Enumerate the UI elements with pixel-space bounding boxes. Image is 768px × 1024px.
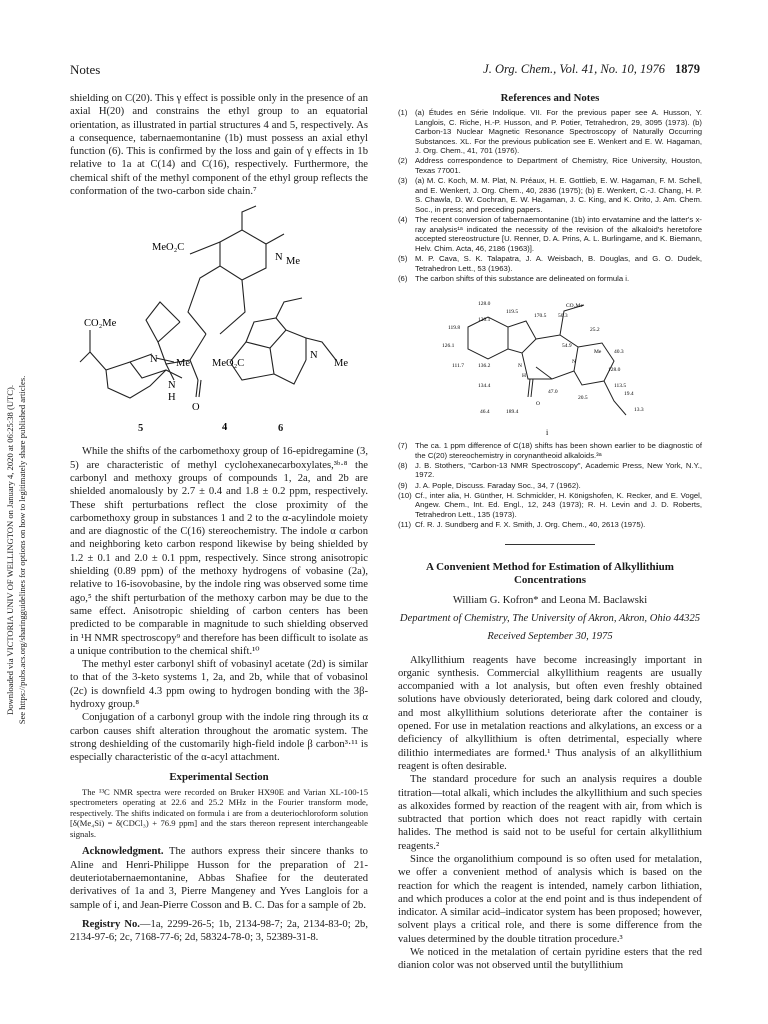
struct4-ester-label: MeO₂C <box>152 242 185 254</box>
shift-label: 13.3 <box>634 407 644 414</box>
shift-label: 111.7 <box>452 363 464 370</box>
received-date: Received September 30, 1975 <box>487 630 613 642</box>
reference-number: (4) <box>398 215 408 225</box>
struct6-me-label: Me <box>334 358 348 370</box>
shift-label: O <box>536 401 540 408</box>
reference-number: (1) <box>398 108 408 117</box>
shift-label: 120.1 <box>478 317 491 324</box>
shift-label: N <box>518 363 522 370</box>
page-number: 1879 <box>675 62 700 76</box>
shift-label: 113.5 <box>614 383 627 390</box>
shift-label: 128.0 <box>478 301 491 308</box>
reference-number: (6) <box>398 273 408 283</box>
reference-text: (a) M. C. Koch, M. M. Plat, N. Préaux, H. E. Gottlieb, E. W. Hagaman, F. M. Schell, and E. Wenkert, J. Org. Chem., 40, 2836 (1975); (b) E. Wenkert, C.-J. Chang, H. P. S. Chawla, D. W. Cochran, E. W. Hagaman, J. C. King, and K. Orito, J. Am. Chem. Soc., in press; and preceding papers. <box>415 176 702 214</box>
shift-label: 54.9 <box>562 343 572 350</box>
article-divider <box>505 544 595 545</box>
structure-i-label: i <box>546 428 549 438</box>
shift-label: 50.3 <box>558 313 568 320</box>
registry-label: Registry No. <box>82 918 140 930</box>
structure-figure-i <box>438 287 702 437</box>
reference-text: The ca. 1 ppm difference of C(18) shifts has been shown earlier to be diagnostic of the C(20) stereochemistry in corynantheoid alkaloids.³ᵃ <box>415 441 702 460</box>
reference-number: (11) <box>398 519 412 529</box>
struct6-n-label: N <box>310 350 318 362</box>
journal-citation: J. Org. Chem., Vol. 41, No. 10, 1976 <box>483 62 665 76</box>
reference-list <box>398 108 702 283</box>
reference-number: (5) <box>398 253 408 263</box>
struct5-ester-label: CO₂Me <box>84 318 117 330</box>
reference-text: Address correspondence to Department of Chemistry, Rice University, Houston, Texas 77001. <box>415 156 702 176</box>
shift-label: H <box>522 373 526 380</box>
structure-numbers-row <box>70 423 368 437</box>
shift-label: 19.4 <box>624 391 634 398</box>
shift-label: 170.5 <box>534 313 547 320</box>
shift-label: CO₂Me <box>566 303 583 310</box>
acknowledgment <box>70 845 368 911</box>
reference-text: (a) Études en Série Indolique. VII. For the previous paper see A. Husson, Y. Langlois, C. Riche, H.-P. Husson, and P. Potier, Tetrahedron, 29, 3095 (1973). (b) Carbon-13 Nuclear Magnetic Resonance Spectroscopy of Naturally Occurring Substances. XL. For the previous publication see E. Wenkert and E. W. Hagaman, J. Org. Chem., 41, 701 (1976). <box>415 108 702 156</box>
struct5-number: 5 <box>138 423 144 435</box>
shift-label: Me <box>594 349 602 356</box>
running-head-section: Notes <box>70 62 101 77</box>
shift-label: 119.5 <box>506 309 519 316</box>
reference-text: J. A. Pople, Discuss. Faraday Soc., 34, 7 (1962). <box>415 480 581 490</box>
left-column <box>70 92 368 945</box>
body-paragraph: Alkyllithium reagents have become increasingly important in organic synthesis. Commercial alkyllithium reagents are usually accompanied with a lot analysis, but often even freshly obtained solutions have obviously deteriorated, being dark colored and cloudy, and most alkyllithium solutions deteriorate after the container is opened. For use in metalation reactions and alkylations, an excess or a deficiency of alkyllithium is often detrimental, especially where dilithio intermediates are formed.¹ Thus analysis of an alkyllithium reagent is often desirable. <box>398 654 702 772</box>
article-affiliation: Department of Chemistry, The University of Akron, Akron, Ohio 44325 <box>399 612 701 624</box>
shift-label: 47.0 <box>548 389 558 396</box>
body-paragraph: shielding on C(20). This γ effect is possible only in the presence of an axial H(20) and constrains the ethyl group to an equatorial orientation, as illustrated in partial structures 4 and 5, respectively. As a consequence, tabernaemontanine (1b) must possess an axial ethyl function (6). This is confirmed by the loss and gain of γ effects in 1b relative to 1a at C(14) and C(16), respectively. Furthermore, the chemical shift of the methyl component of the ethyl group reflects the conformation of the two-carbon side chain.⁷ <box>70 93 368 198</box>
article-title: A Convenient Method for Estimation of Alkyllithium Concentrations <box>426 560 674 586</box>
struct5-me-label: Me <box>176 358 190 370</box>
reference-item <box>398 520 702 530</box>
shift-label: 134.4 <box>478 383 491 390</box>
reference-number: (7) <box>398 441 408 451</box>
shift-label: 128.0 <box>608 367 621 374</box>
shift-label: 25.2 <box>590 327 600 334</box>
references-heading: References and Notes <box>500 92 600 104</box>
body-paragraph: Conjugation of a carbonyl group with the indole ring through its α carbon causes shift alteration throughout the aromatic system. The strong deshielding of the customarily high-field indole β carbon³·¹¹ is especially characteristic of the α-acyl attachment. <box>70 712 368 764</box>
watermark-line-2: See https://pubs.acs.org/sharingguidelines for options on how to legitimately share published articles. <box>17 375 27 725</box>
reference-item <box>398 481 702 491</box>
struct5-n-label: N <box>150 354 158 366</box>
watermark-line-1: Downloaded via VICTORIA UNIV OF WELLINGTON on January 4, 2020 at 06:25:38 (UTC). <box>5 384 15 716</box>
article-authors: William G. Kofron* and Leona M. Baclawski <box>452 594 648 606</box>
shift-label: 40.3 <box>614 349 624 356</box>
body-paragraph: The standard procedure for such an analysis requires a double titration—total alkali, which includes the alkyllithium and such species as alkoxides formed by reaction of the reagent with air, from which is subtracted that portion which does not react rapidly with certain halides. The method is said not to be useful for certain alkyllithium reagents.² <box>398 774 702 852</box>
reference-item <box>398 274 702 284</box>
reference-item <box>398 156 702 175</box>
struct6-ester-label: MeO₂C <box>212 358 245 370</box>
download-watermark <box>4 325 30 775</box>
reference-item <box>398 441 702 460</box>
reference-item <box>398 491 702 520</box>
struct6-number: 6 <box>278 423 284 435</box>
reference-item <box>398 461 702 480</box>
reference-item <box>398 254 702 273</box>
body-paragraph: While the shifts of the carbomethoxy group of 16-epidregamine (3, 5) are characteristic of methyl cyclohexanecarboxylates,³ᵇ·⁸ the carbonyl and methoxy groups of compounds 1, 2a, and 2b are shielded anomalously by 2.7 ± 0.4 and 1.8 ± 0.2 ppm, respectively. These shift perturbations reflect the close proximity of the carbomethoxy group in substances 1 and 2 to the α-acylindole moiety and are diagnostic of the C(16) stereochemistry. The indole α carbon and neighboring keto carbon respond likewise by being shielded by 1.2 ± 0.1 and 2.0 ± 0.1 ppm, respectively. Since strong anisotropic shielding (0.89 ppm) of the methoxy hydrogens of vobasine (2a), relative to 16-isovobasine, by the indole ring was observed some time ago,⁵ the shift perturbation of the methoxy carbon may be due to the same effect. Anisotropic shielding of carbon centers has been predicted to be comparable in magnitude to such shielding observed in ¹H NMR spectroscopy⁹ and therefore has been difficult to isolate as a unique contribution to the chemical shift.¹⁰ <box>70 446 368 657</box>
struct4-o-label: O <box>192 402 200 414</box>
shift-label: 119.8 <box>448 325 461 332</box>
experimental-text: The ¹³C NMR spectra were recorded on Bruker HX90E and Varian XL-100-15 spectrometers operating at 22.6 and 25.2 MHz in the Fourier transform mode, respectively. The shifts indicated on formula i are from a deuteriochloroform solution [δ(Me₄Si) = δ(CDCl₃) + 76.9 ppm] and the stars thereon represent interchangeable signals. <box>70 786 368 839</box>
reference-text: M. P. Cava, S. K. Talapatra, J. A. Weisbach, B. Douglas, and G. O. Dudek, Tetrahedron Lett., 53 (1963). <box>415 253 702 273</box>
reference-number: (10) <box>398 490 412 500</box>
acknowledgment-text: The authors express their sincere thanks to Aline and Henri-Philippe Husson for the preparation of 21-deuteriotabernaemontanine, Abbas Shafiee for the deuterated derivatives of 1a and 3, Pierre Mangeney and Yves Langlois for a sample of i, and Jean-Pierre Cosson and B. C. Das for a sample of 2b. <box>70 846 368 911</box>
reference-number: (9) <box>398 480 408 490</box>
reference-number: (3) <box>398 176 408 186</box>
body-paragraph: We noticed in the metalation of certain pyridine esters that the red dianion color was not observed until the butyllithium <box>398 947 702 972</box>
struct4-n-label: N <box>275 252 283 264</box>
body-paragraph: Since the organolithium compound is so often used for metalation, we offer a convenient method of analysis which is based on the reaction for which the reagent is intended, namely carbon lithiation, and which produces a color at the end point and is thus independent of indicator. A similar acid–indicator system has been proposed; however, solvent plays a critical role, and there is some difference from the values determined by the double titration procedure.³ <box>398 853 702 945</box>
reference-item <box>398 215 702 253</box>
registry-text: —1a, 2299-26-5; 1b, 2134-98-7; 2a, 2134-83-0; 2b, 2134-97-6; 2c, 7168-77-6; 2d, 58324-78-0; 3, 52389-31-8. <box>70 918 368 944</box>
reference-number: (2) <box>398 156 408 166</box>
reference-text: The recent conversion of tabernaemontanine (1b) into ervatamine and the latter's x-ray analysis¹ᵃ indicated the necessity of the revision of the alkaloid's heretofore accepted stereostructure [U. Renner, D. A. Prins, A. L. Burlingame, and K. Biemann, Helv. Chim. Acta, 46, 2186 (1963)]. <box>415 215 702 253</box>
struct4-number: 4 <box>222 422 228 434</box>
carbon-shift-labels <box>442 301 644 415</box>
running-head-journal <box>483 62 700 77</box>
struct4-me-label: Me <box>286 256 300 268</box>
reference-item <box>398 176 702 214</box>
reference-text: The carbon shifts of this substance are delineated on formula i. <box>415 273 630 283</box>
reference-text: J. B. Stothers, "Carbon-13 NMR Spectroscopy", Academic Press, New York, N.Y., 1972. <box>415 460 702 480</box>
reference-item <box>398 108 702 156</box>
shift-label: N <box>572 359 576 366</box>
shift-label: 20.5 <box>578 395 588 402</box>
shift-label: 46.4 <box>480 409 490 416</box>
reference-text: Cf. R. J. Sundberg and F. X. Smith, J. Org. Chem., 40, 2613 (1975). <box>415 519 646 529</box>
structure-figure-4-5-6 <box>70 202 368 437</box>
shift-label: 126.1 <box>442 343 455 350</box>
structure-drawings <box>70 202 368 437</box>
registry-numbers <box>70 918 368 945</box>
acknowledgment-label: Acknowledgment. <box>82 846 164 858</box>
reference-list <box>398 441 702 529</box>
shift-label: 189.4 <box>506 409 519 416</box>
struct4-h-label: H <box>168 392 176 404</box>
structure-i-drawing <box>438 287 668 437</box>
shift-label: 136.2 <box>478 363 491 370</box>
right-column <box>398 92 702 973</box>
reference-text: Cf., inter alia, H. Günther, H. Schmickler, H. Königshofen, K. Recker, and E. Vogel, Angew. Chem., Int. Ed. Engl., 12, 243 (1973); R. H. Levin and J. D. Roberts, Tetrahedron Lett., 135 (1973). <box>415 490 702 519</box>
struct4-nh-label: N <box>168 380 176 392</box>
article-body <box>398 654 702 973</box>
body-paragraph: The methyl ester carbonyl shift of vobasinyl acetate (2d) is similar to that of the 3-keto systems 1, 2a, and 2b, while that of vobasinol (2c) is downfield 4.3 ppm owing to hydrogen bonding with the 3β-hydroxy group.⁸ <box>70 659 368 711</box>
reference-number: (8) <box>398 460 408 470</box>
section-heading-experimental: Experimental Section <box>169 770 269 783</box>
